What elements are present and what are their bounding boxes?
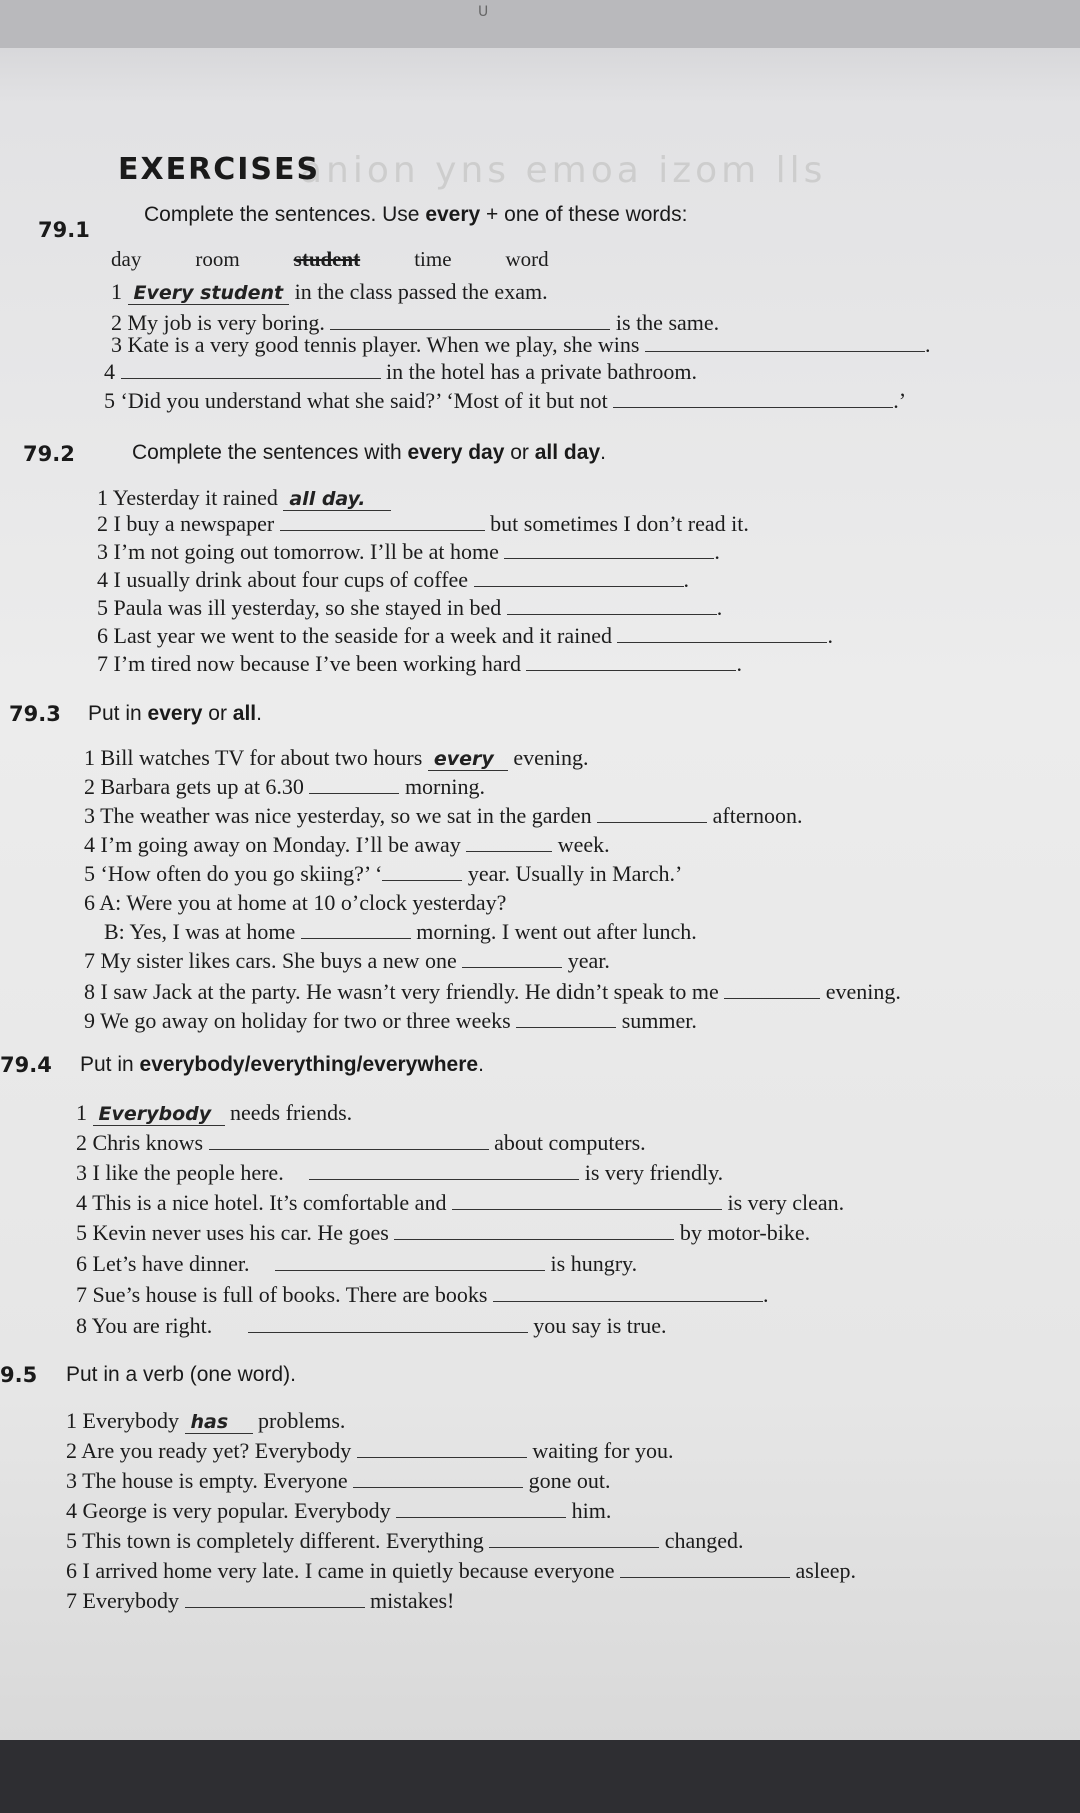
exercise-item: 3 The house is empty. Everyone gone out. (66, 1468, 611, 1493)
exercise-number-79-5: 9.5 (0, 1363, 38, 1387)
word-time: time (414, 247, 452, 271)
exercise-number-79-4: 79.4 (0, 1053, 52, 1077)
bleed-through-text: anion yns emoa izom lls (300, 150, 827, 191)
exercise-item: 6 A: Were you at home at 10 o’clock yesterday? (84, 890, 507, 915)
exercise-item: 4 George is very popular. Everybody him. (66, 1498, 612, 1523)
exercise-item: 7 I’m tired now because I’ve been working hard . (97, 651, 742, 676)
exercise-item: 5 ‘How often do you go skiing?’ ‘ year. Usually in March.’ (84, 861, 683, 886)
word-day: day (111, 247, 142, 271)
answer-blank[interactable] (504, 557, 714, 559)
exercise-item: 2 Chris knows about computers. (76, 1130, 646, 1155)
answer-blank[interactable] (280, 529, 485, 531)
answer-blank[interactable] (645, 350, 925, 352)
answer-blank[interactable] (493, 1300, 763, 1302)
answer-blank[interactable] (209, 1148, 489, 1150)
background-surface (0, 1740, 1080, 1813)
answer-blank[interactable] (309, 1178, 579, 1180)
page-top-shadow (0, 0, 1080, 48)
answer-blank[interactable] (357, 1456, 527, 1458)
word-room: room (195, 247, 240, 271)
word-word: word (505, 247, 549, 271)
exercise-item: B: Yes, I was at home morning. I went out after lunch. (104, 919, 697, 944)
exercise-instruction-79-4: Put in everybody/everything/everywhere. (80, 1053, 484, 1076)
exercise-instruction-79-1: Complete the sentences. Use every + one of these words: (144, 203, 688, 226)
top-note: U (478, 4, 489, 20)
exercise-item: 3 I’m not going out tomorrow. I’ll be at home . (97, 539, 720, 564)
answer-blank[interactable] (617, 641, 827, 643)
exercise-item: 4 I’m going away on Monday. I’ll be away week. (84, 832, 610, 857)
exercise-instruction-79-2: Complete the sentences with every day or all day. (132, 441, 606, 464)
answer-blank[interactable] (466, 850, 552, 852)
exercise-item: 2 Barbara gets up at 6.30 morning. (84, 774, 485, 799)
exercise-item: 2 My job is very boring. is the same. (111, 310, 720, 335)
answer-blank[interactable] (516, 1026, 616, 1028)
exercise-item: 4 in the hotel has a private bathroom. (104, 359, 697, 384)
exercise-item: 3 I like the people here. is very friendly. (76, 1160, 724, 1185)
exercise-item: 7 Sue’s house is full of books. There are books . (76, 1282, 769, 1307)
exercise-item: 8 You are right. you say is true. (76, 1313, 667, 1338)
answer-blank[interactable] (185, 1606, 365, 1608)
answer-handwritten: Everybody (93, 1103, 225, 1126)
exercise-item: 4 This is a nice hotel. It’s comfortable and is very clean. (76, 1190, 845, 1215)
exercise-item: 2 Are you ready yet? Everybody waiting for you. (66, 1438, 674, 1463)
exercise-item: 6 I arrived home very late. I came in quietly because everyone asleep. (66, 1558, 856, 1583)
answer-blank[interactable] (394, 1238, 674, 1240)
answer-blank[interactable] (396, 1516, 566, 1518)
answer-blank[interactable] (613, 406, 893, 408)
answer-blank[interactable] (121, 377, 381, 379)
exercise-item: 7 My sister likes cars. She buys a new one year. (84, 948, 610, 973)
answer-blank[interactable] (620, 1576, 790, 1578)
exercise-item: 9 We go away on holiday for two or three weeks summer. (84, 1008, 697, 1033)
exercise-number-79-2: 79.2 (23, 442, 75, 466)
exercise-number-79-3: 79.3 (9, 702, 61, 726)
exercise-item: 2 I buy a newspaper but sometimes I don’t read it. (97, 511, 749, 536)
answer-blank[interactable] (462, 966, 562, 968)
exercise-item: 3 The weather was nice yesterday, so we sat in the garden afternoon. (84, 803, 803, 828)
exercise-item: 5 Paula was ill yesterday, so she stayed in bed . (97, 595, 723, 620)
exercise-item: 1 Yesterday it rained all day. (97, 485, 391, 511)
answer-blank[interactable] (353, 1486, 523, 1488)
exercise-item: 7 Everybody mistakes! (66, 1588, 455, 1613)
answer-blank[interactable] (724, 997, 820, 999)
exercise-number-79-1: 79.1 (38, 218, 90, 242)
answer-handwritten: every (428, 748, 508, 771)
answer-blank[interactable] (474, 585, 684, 587)
exercise-item: 1 Everybody has problems. (66, 1408, 346, 1433)
exercise-item: 1 Bill watches TV for about two hours every evening. (84, 745, 589, 770)
exercise-item: 8 I saw Jack at the party. He wasn’t very friendly. He didn’t speak to me evening. (84, 979, 901, 1004)
exercise-item: 5 This town is completely different. Everything changed. (66, 1528, 744, 1553)
exercise-item: 6 Last year we went to the seaside for a week and it rained . (97, 623, 833, 648)
answer-blank[interactable] (248, 1331, 528, 1333)
exercise-item: 1 Everybody needs friends. (76, 1100, 353, 1125)
word-student: student (293, 247, 361, 271)
exercise-instruction-79-5: Put in a verb (one word). (66, 1363, 296, 1386)
answer-blank[interactable] (382, 879, 462, 881)
exercise-item: 4 I usually drink about four cups of coffee . (97, 567, 690, 592)
answer-blank[interactable] (301, 937, 411, 939)
page-title: EXERCISES (118, 152, 321, 187)
answer-blank[interactable] (526, 669, 736, 671)
answer-blank[interactable] (275, 1269, 545, 1271)
exercise-item: 1 Every student in the class passed the exam. (111, 279, 548, 304)
answer-blank[interactable] (309, 792, 399, 794)
answer-blank[interactable] (330, 328, 610, 330)
exercise-item: 3 Kate is a very good tennis player. When we play, she wins . (111, 332, 931, 357)
answer-blank[interactable] (507, 613, 717, 615)
answer-handwritten: Every student (128, 282, 290, 305)
answer-handwritten: all day. (283, 488, 391, 511)
answer-blank[interactable] (452, 1208, 722, 1210)
answer-blank[interactable] (489, 1546, 659, 1548)
word-box (111, 247, 603, 272)
exercise-item: 5 Kevin never uses his car. He goes by motor-bike. (76, 1220, 811, 1245)
answer-handwritten: has (185, 1411, 253, 1434)
exercise-instruction-79-3: Put in every or all. (88, 702, 262, 725)
answer-blank[interactable] (597, 821, 707, 823)
exercise-item: 6 Let’s have dinner. is hungry. (76, 1251, 638, 1276)
exercise-item: 5 ‘Did you understand what she said?’ ‘Most of it but not .’ (104, 388, 907, 413)
